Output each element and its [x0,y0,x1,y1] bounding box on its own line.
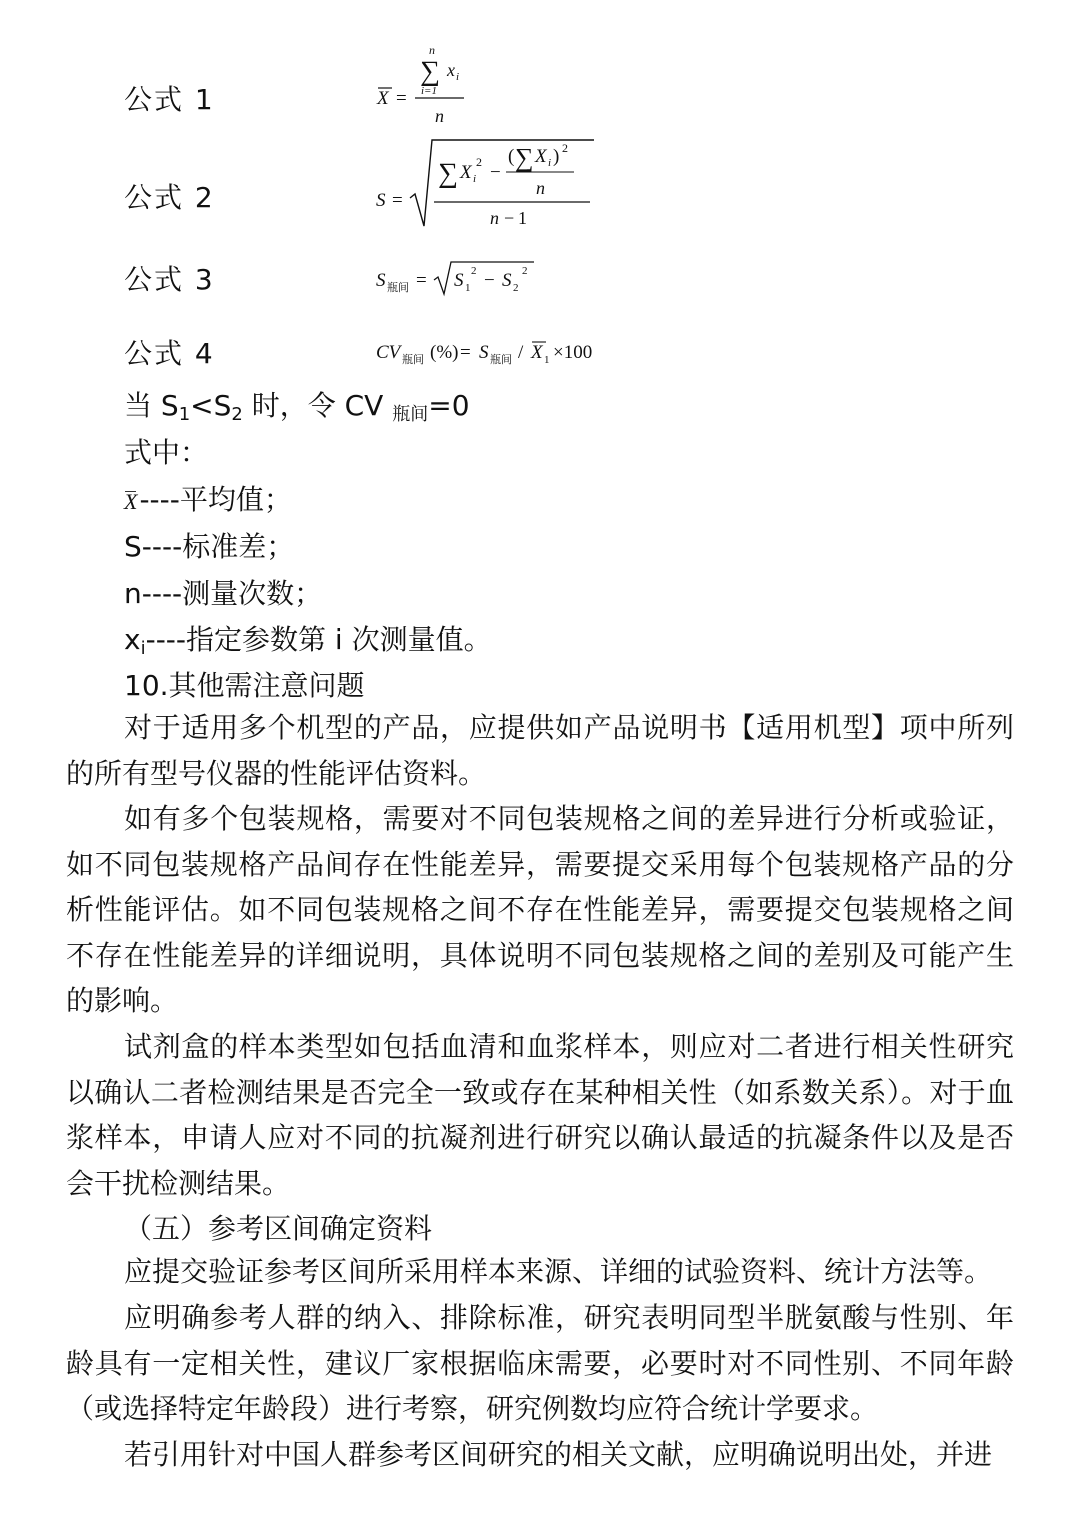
svg-text:i: i [548,157,552,169]
svg-text:S: S [376,270,386,291]
svg-text:n: n [490,208,499,228]
definition-sd-text: ----标准差； [141,530,295,563]
svg-text:S: S [502,270,512,291]
definition-mean-symbol: X [124,489,138,514]
definition-mean-text: ----平均值； [139,483,292,516]
svg-text:=: = [392,190,403,211]
definition-sd-symbol: S [124,530,142,563]
formula-1-mean [372,44,482,126]
svg-text:瓶间: 瓶间 [387,282,409,294]
svg-text:(%): (%) [430,342,459,363]
condition-cv-sub: 瓶间 [392,404,429,425]
svg-text:/: / [518,342,524,363]
svg-text:i: i [456,71,460,83]
definition-n-text: ----测量次数； [141,577,323,610]
svg-text:(: ( [508,146,515,167]
svg-text:瓶间: 瓶间 [402,354,424,366]
svg-text:i: i [473,173,477,185]
definition-x-sub: i [140,638,146,659]
svg-text:=: = [416,270,427,291]
svg-text:−: − [484,270,495,291]
formula-3-label: 公式 3 [124,263,215,296]
formula-2-std-dev [372,134,602,234]
paragraph-models: 对于适用多个机型的产品，应提供如产品说明书【适用机型】项中所列的所有型号仪器的性能评估资料。 [66,711,1014,790]
paragraph-sample-types: 试剂盒的样本类型如包括血清和血浆样本，则应对二者进行相关性研究以确认二者检测结果是否完全一致或存在某种相关性（如系数关系）。对于血浆样本，申请人应对不同的抗凝剂进行研究以确认最适的抗凝条件以及是否会干扰检测结果。 [66,1030,1014,1200]
formula-2-label: 公式 2 [124,181,215,214]
svg-text:S: S [376,190,386,211]
svg-text:∑: ∑ [420,56,440,87]
svg-text:×100: ×100 [553,342,593,363]
svg-text:X: X [535,146,547,167]
svg-text:CV: CV [376,342,401,363]
condition-prefix: 当 S [124,389,179,422]
svg-text:=: = [460,342,471,363]
svg-text:−: − [504,208,515,228]
svg-text:1: 1 [518,208,527,228]
svg-text:∑: ∑ [515,143,534,172]
svg-text:瓶间: 瓶间 [490,354,512,366]
svg-text:−: − [490,162,501,183]
svg-text:=: = [396,88,407,109]
condition-s1-sub: 1 [178,404,191,425]
svg-text:2: 2 [476,155,482,169]
definition-measurement [124,618,492,659]
definition-std-dev [124,525,294,565]
formula-4-cv [372,334,632,370]
svg-text:S: S [454,270,464,291]
svg-text:1: 1 [544,354,550,366]
definition-n-symbol: n [124,577,142,610]
svg-text:2: 2 [471,265,477,277]
svg-text:): ) [553,146,560,167]
condition-suffix: =0 [428,389,470,422]
condition-s2-sub: 2 [231,404,243,425]
svg-text:n: n [536,178,545,198]
paragraph-reference-verify: 应提交验证参考区间所采用样本来源、详细的试验资料、统计方法等。 [124,1255,993,1288]
svg-text:X: X [377,88,389,109]
paragraph-reference-population: 应明确参考人群的纳入、排除标准，研究表明同型半胱氨酸与性别、年龄具有一定相关性，建议厂家根据临床需要，必要时对不同性别、不同年龄（或选择特定年龄段）进行考察，研究例数均应符合统计学要求。 [66,1301,1014,1425]
svg-text:S: S [479,342,489,363]
condition-mid: 时，令 CV [242,389,393,422]
where-label: 式中： [124,436,209,469]
svg-text:∑: ∑ [438,158,458,189]
condition-line [124,384,470,426]
svg-text:X: X [531,342,543,363]
svg-text:1: 1 [465,282,471,294]
svg-text:n: n [429,44,435,57]
svg-text:n: n [435,106,444,126]
paragraph-literature: 若引用针对中国人群参考区间研究的相关文献，应明确说明出处，并进 [124,1438,993,1471]
definition-x-text: ----指定参数第 i 次测量值。 [145,623,492,656]
formula-4-label: 公式 4 [124,337,215,370]
paragraph-package-specs: 如有多个包装规格，需要对不同包装规格之间的差异进行分析或验证，如不同包装规格产品间存在性能差异，需要提交采用每个包装规格产品的分析性能评估。如不同包装规格之间不存在性能差异，需要提交包装规格之间不存在性能差异的详细说明，具体说明不同包装规格之间的差别及可能产生的影响。 [66,802,1014,1017]
formula-1-label: 公式 1 [124,83,215,116]
svg-text:i=1: i=1 [421,85,437,97]
definition-mean [124,478,292,518]
svg-text:2: 2 [562,141,568,155]
definition-x-symbol: x [124,623,141,656]
definition-count [124,572,322,612]
condition-lt: <S [190,389,232,422]
svg-text:2: 2 [522,265,528,277]
svg-text:x: x [447,60,455,80]
section-5-title: （五）参考区间确定资料 [124,1212,433,1245]
svg-text:2: 2 [513,282,519,294]
section-10-title: 10.其他需注意问题 [124,669,365,702]
formula-3-between-bottle-sd [372,252,552,298]
svg-text:X: X [460,162,472,183]
